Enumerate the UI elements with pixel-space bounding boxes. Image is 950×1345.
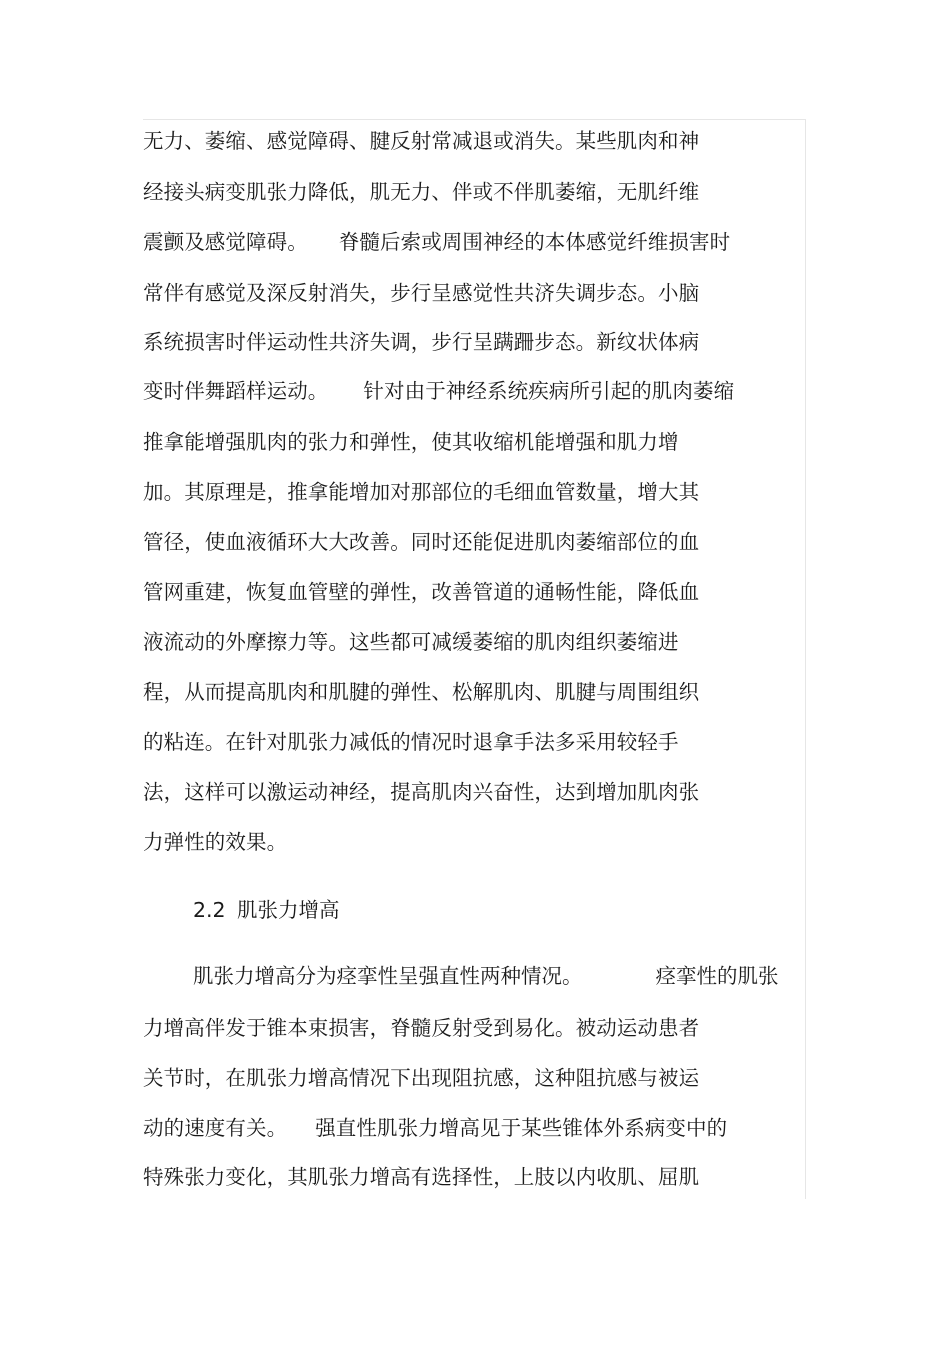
- text-line: 管网重建，恢复血管壁的弹性，改善管道的通畅性能，降低血: [143, 580, 700, 604]
- text-line: 推拿能增强肌肉的张力和弹性，使其收缩机能增强和肌力增: [143, 430, 679, 454]
- text-segment: 强直性肌张力增高见于某些锥体外系病变中的: [315, 1116, 728, 1140]
- text-segment: 变时伴舞蹈样运动。: [143, 379, 329, 403]
- text-segment: 脊髓后索或周围神经的本体感觉纤维损害时: [338, 230, 731, 254]
- text-line: 关节时，在肌张力增高情况下出现阻抗感，这种阻抗感与被运: [143, 1066, 700, 1090]
- text-segment: 肌张力增高分为痉挛性呈强直性两种情况。: [193, 964, 583, 988]
- text-line: 常伴有感觉及深反射消失，步行呈感觉性共济失调步态。小脑: [143, 281, 700, 305]
- text-line: 管径，使血液循环大大改善。同时还能促进肌肉萎缩部位的血: [143, 530, 700, 554]
- text-segment: 针对由于神经系统疾病所引起的肌肉萎缩: [363, 379, 735, 403]
- section-heading: [193, 897, 340, 923]
- text-line: 力弹性的效果。: [143, 830, 288, 854]
- text-line: [193, 963, 779, 989]
- text-line: 经接头病变肌张力降低，肌无力、伴或不伴肌萎缩，无肌纤维: [143, 180, 700, 204]
- text-line: 法，这样可以激运动神经，提高肌肉兴奋性，达到增加肌肉张: [143, 780, 700, 804]
- section-number: 2.2: [193, 898, 226, 922]
- text-line: 特殊张力变化，其肌张力增高有选择性，上肢以内收肌、屈肌: [143, 1165, 700, 1189]
- section-title: 肌张力增高: [237, 898, 340, 922]
- text-line: 力增高伴发于锥本束损害，脊髓反射受到易化。被动运动患者: [143, 1016, 700, 1040]
- text-line: 液流动的外摩擦力等。这些都可减缓萎缩的肌肉组织萎缩进: [143, 630, 679, 654]
- text-line: 加。其原理是，推拿能增加对那部位的毛细血管数量，增大其: [143, 480, 700, 504]
- text-line: 无力、萎缩、感觉障碍、腱反射常减退或消失。某些肌肉和神: [143, 129, 700, 153]
- text-line: 的粘连。在针对肌张力减低的情况时退拿手法多采用较轻手: [143, 730, 679, 754]
- text-line: [143, 1115, 727, 1141]
- text-segment: 痉挛性的肌张: [655, 964, 779, 988]
- text-segment: 动的速度有关。: [143, 1116, 288, 1140]
- text-line: [143, 378, 734, 404]
- text-line: 系统损害时伴运动性共济失调，步行呈蹒跚步态。新纹状体病: [143, 330, 700, 354]
- text-line: 程，从而提高肌肉和肌腱的弹性、松解肌肉、肌腱与周围组织: [143, 680, 700, 704]
- text-segment: 震颤及感觉障碍。: [143, 230, 308, 254]
- text-line: [143, 229, 730, 255]
